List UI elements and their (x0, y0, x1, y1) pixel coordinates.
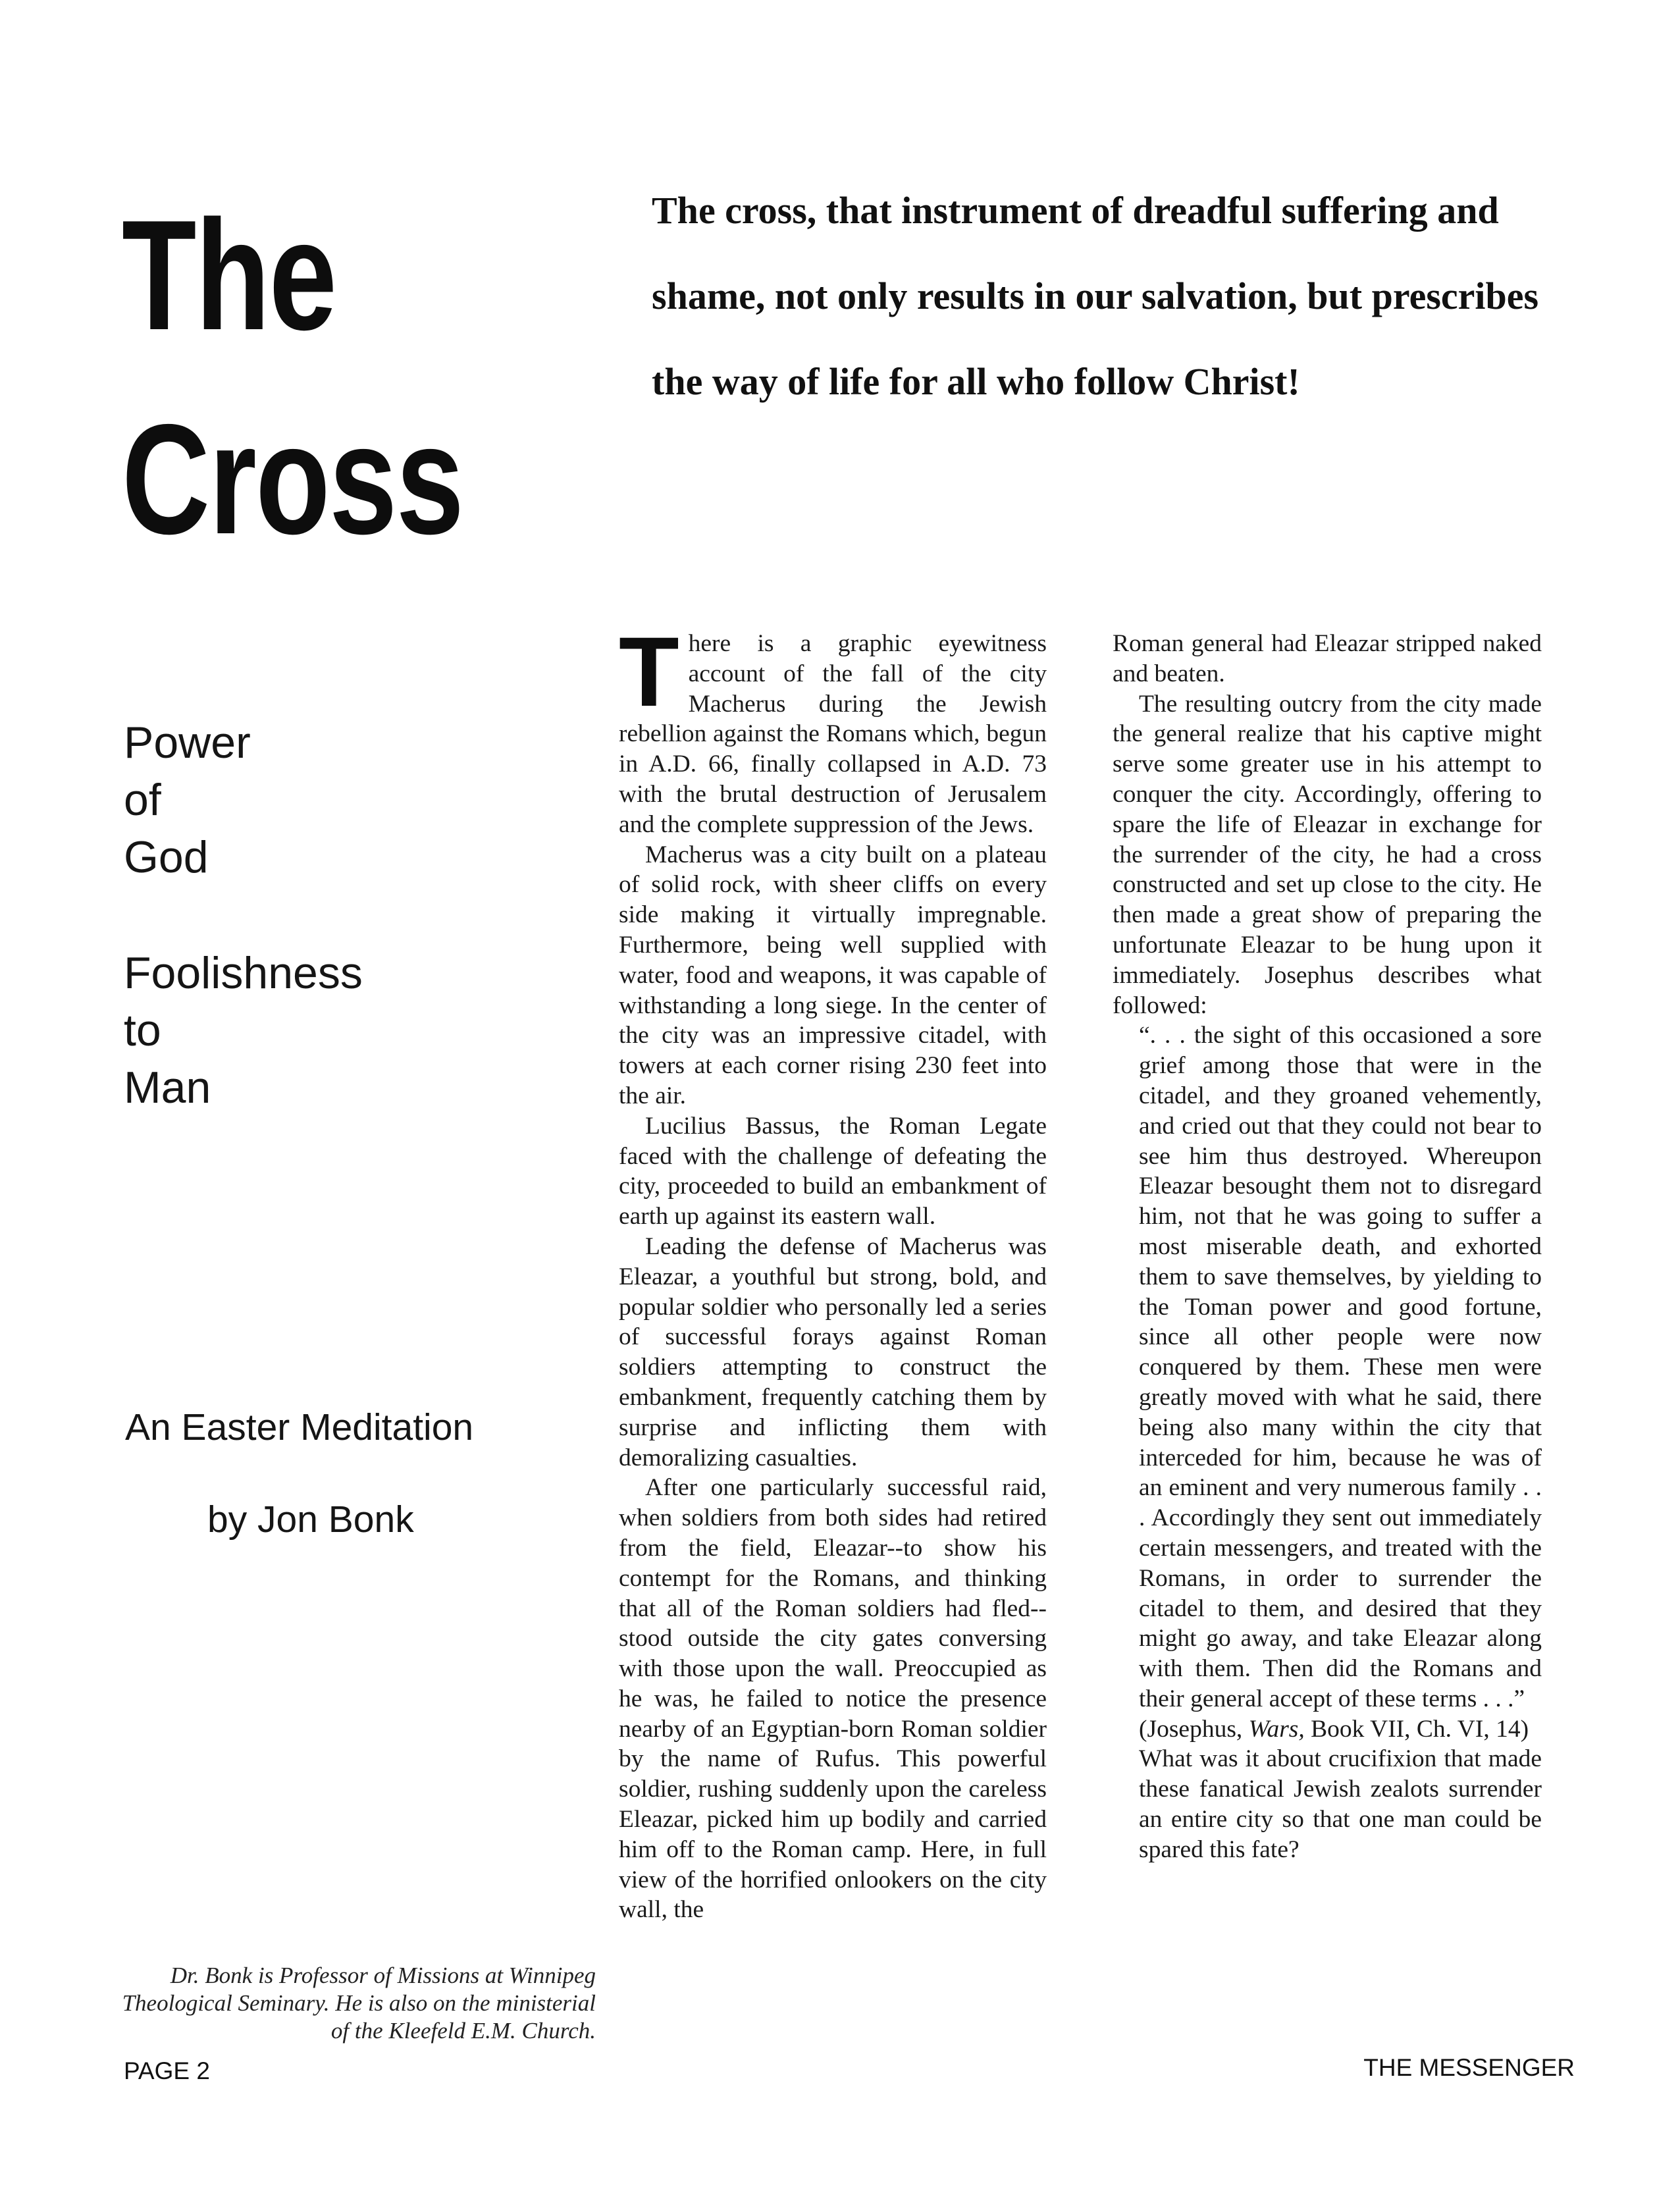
article-paragraph (619, 616, 1047, 840)
side-word: Foolishness (124, 948, 363, 998)
drop-cap: T (619, 616, 679, 727)
side-heading-power-of-god (124, 714, 251, 886)
quote-citation (1139, 1714, 1542, 1745)
side-word: Man (124, 1063, 211, 1113)
side-word: Power (124, 718, 251, 768)
subtitle-deck: The cross, that instrument of dreadful suffering and shame, not only results in our salvation, but prescribes the way of life for all who follow Christ! (652, 189, 1539, 403)
article-column-2 (1113, 629, 1542, 2044)
article-paragraph: What was it about crucifixion that made these fanatical Jewish zealots surrender an entire city so that one man could be spared this fate? (1139, 1745, 1542, 1863)
side-word: of (124, 775, 161, 825)
article-paragraph: After one particularly successful raid, when soldiers from both sides had retired from the field, Eleazar--to show his contempt for the Romans, and thinking that all of the Roman soldiers had fled--stood outside the city gates conversing with those upon the wall. Preoccupied as he was, he failed to notice the presence nearby of an Egyptian-born Roman soldier by the name of Rufus. This powerful soldier, rushing suddenly upon the careless Eleazar, picked him up bodily and carried him off to the Roman camp. Here, in full view of the horrified onlookers on the city wall, the (619, 1474, 1047, 1924)
citation-suffix: Book VII, Ch. VI, 14) (1304, 1715, 1529, 1743)
title-line-cross: Cross (122, 392, 463, 567)
article-paragraph: Lucilius Bassus, the Roman Legate faced with the challenge of defeating the city, proceeded to build an embankment of earth up against its eastern wall. (619, 1112, 1047, 1230)
article-paragraph: Macherus was a city built on a plateau of solid rock, with sheer cliffs on every side making it virtually impregnable. Furthermore, being well supplied with water, food and weapons, it was capable of withstanding a long siege. In the center of the city was an impressive citadel, with towers at each corner rising 230 feet into the air. (619, 841, 1047, 1109)
article-paragraph: The resulting outcry from the city made the general realize that his captive might serve some greater use in his attempt to conquer the city. Accordingly, offering to spare the life of Eleazar in exchange for the surrender of the city, he had a cross constructed and set up close to the city. He then made a great show of preparing the unfortunate Eleazar to be hung upon it immediately. Josephus describes what followed: (1113, 690, 1542, 1019)
paragraph-text: here is a graphic eyewitness account of the fall of the city Macherus during the Jewish rebellion against the Romans which, begun in A.D. 66, finally collapsed in A.D. 73 with the brutal destruction of Jerusalem and the complete suppression of the Jews. (619, 630, 1047, 838)
article-column-1 (619, 616, 1047, 2044)
quote-text: “. . . the sight of this occasioned a sore grief among those that were in the citadel, and they groaned vehemently, and cried out that they could not bear to see him thus destroyed. Whereupon Eleazar besought them not to disregard him, not that he was going to suffer a most miserable death, and exhorted them to save themselves, by yielding to the Toman power and good fortune, since all other people were now conquered by them. These men were greatly moved with what he said, there being also many within the city that interceded for him, because he was of an eminent and very numerous family . . . Accordingly they sent out immediately certain messengers, and treated with the Romans, in order to surrender the citadel to them, and desired that they might go away, and take Eleazar along with them. Then did the Romans and their general accept of these terms . . .” (1139, 1022, 1542, 1712)
magazine-name: THE MESSENGER (1363, 2054, 1575, 2081)
citation-work: Wars, (1248, 1715, 1305, 1743)
side-word: God (124, 832, 209, 882)
author-bio: Dr. Bonk is Professor of Missions at Winnipeg Theological Seminary. He is also on the ministerial of the Kleefeld E.M. Church. (122, 1963, 596, 2044)
side-word: to (124, 1005, 161, 1055)
side-heading-foolishness-to-man (124, 945, 363, 1117)
article-paragraph: Roman general had Eleazar stripped naked and beaten. (1113, 630, 1542, 687)
title-line-the: The (122, 188, 336, 363)
citation-prefix: (Josephus, (1139, 1715, 1249, 1743)
easter-meditation-label: An Easter Meditation (125, 1406, 474, 1448)
page-number: PAGE 2 (124, 2057, 210, 2084)
article-paragraph: Leading the defense of Macherus was Eleazar, a youthful but strong, bold, and popular soldier who personally led a series of successful forays against Roman soldiers attempting to construct the embankment, frequently catching them by surprise and inflicting them with demoralizing casualties. (619, 1232, 1047, 1471)
author-byline: by Jon Bonk (207, 1498, 414, 1541)
block-quote (1139, 1020, 1542, 1864)
